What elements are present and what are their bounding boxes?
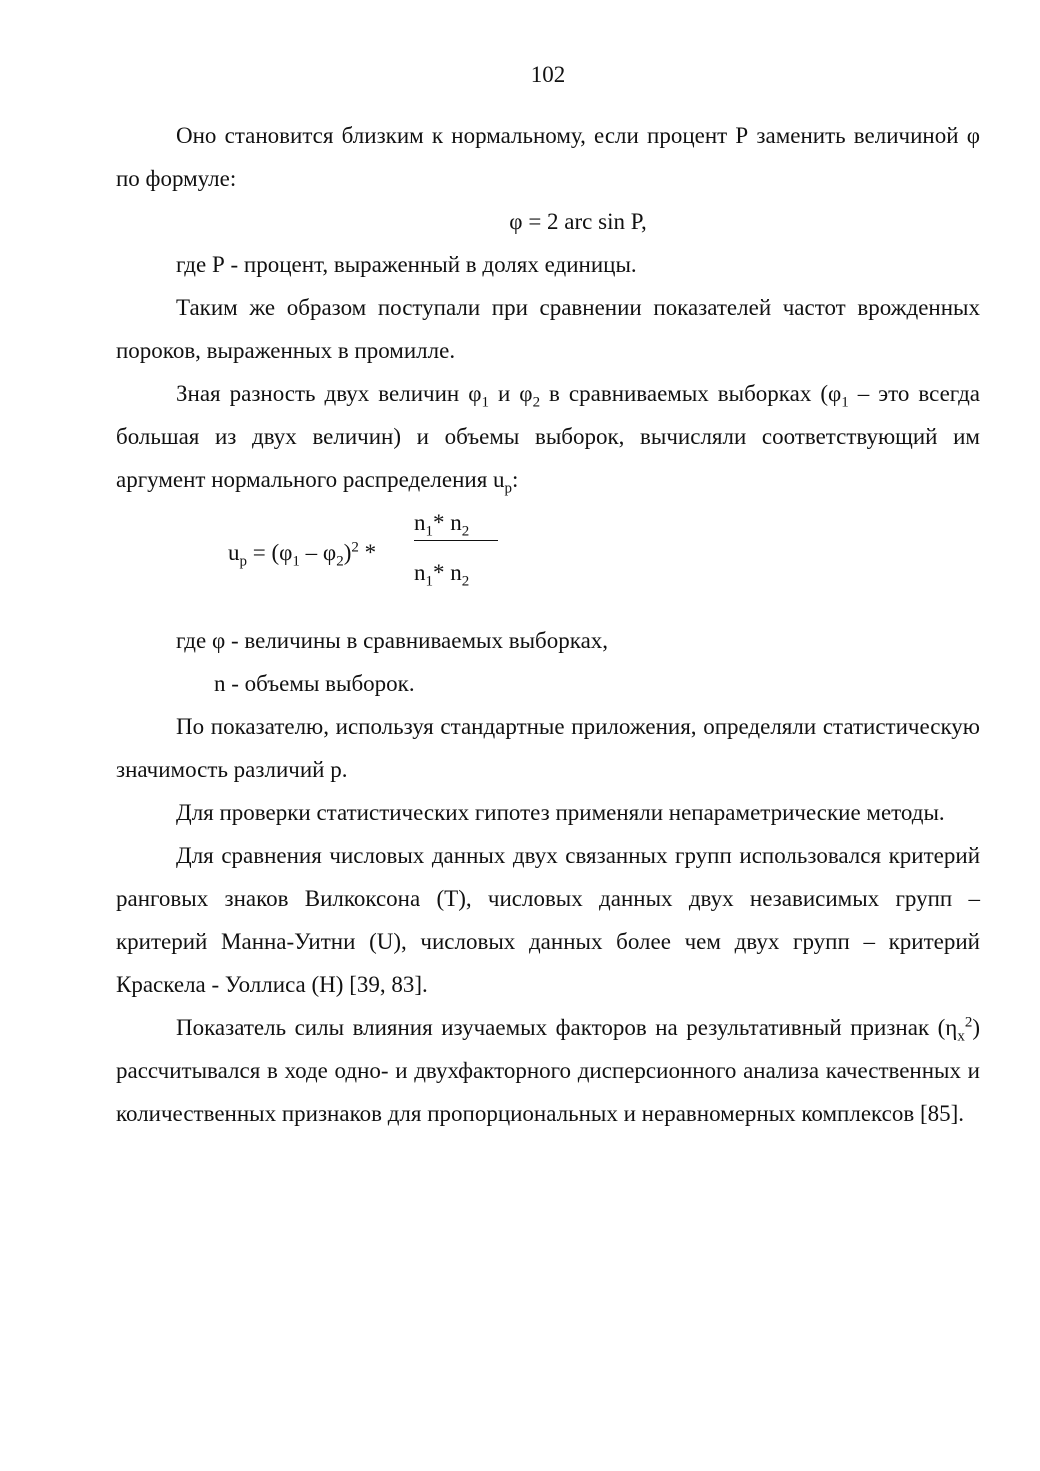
paragraph-2: где Р - процент, выраженный в долях единицы. [176,252,637,277]
paragraph-5: где φ - величины в сравниваемых выборках, [176,628,609,653]
formula-up-denominator: $n_1*$ $n_2$ [414,560,470,590]
paragraph-6: n - объемы выборок. [214,671,415,696]
paragraph-10: Показатель силы влияния изучаемых факторов на результативный признак $(\eta_x^2)$ рассчитывался в ходе одно- и двухфакторного дисперсионного анализа качественных и количественных признаков для пропорциональных и неравномерных комплексов [85]. [116,1014,980,1126]
page-number: 102 [530,62,566,87]
formula-up-left: $u_p = (\varphi_1 - \varphi_2)^2$ * [228,539,377,570]
formula-up-numerator: $n_1*$ $n_2$ [414,510,470,540]
paragraph-7: По показателю, используя стандартные приложения, определяли статистическую значимость различий р. [116,714,980,782]
paragraph-9: Для сравнения числовых данных двух связанных групп использовался критерий ранговых знаков Вилкоксона (Т), числовых данных двух независимых групп – критерий Манна-Уитни (U), числовых данных более чем двух групп – критерий Краскела - Уоллиса (H) [39, 83]. [116,843,980,997]
formula-up [116,501,980,619]
paragraph-8: Для проверки статистических гипотез применяли непараметрические методы. [176,800,945,825]
paragraph-1: Оно становится близким к нормальному, если процент Р заменить величиной φ по формуле: [116,123,980,191]
fraction-bar [414,540,498,541]
document-body [116,114,980,1135]
formula-arcsin: φ = 2 arc sin P, [509,209,647,234]
paragraph-3: Таким же образом поступали при сравнении показателей частот врожденных пороков, выраженных в промилле. [116,295,980,363]
paragraph-4: Зная разность двух величин $\varphi_1$ и $\varphi_2$ в сравниваемых выборках ($\varphi_1$ – это всегда большая из двух величин) и объемы выборок, вычисляли соответствующий им аргумент нормального распределения $u_p$: [116,381,980,497]
